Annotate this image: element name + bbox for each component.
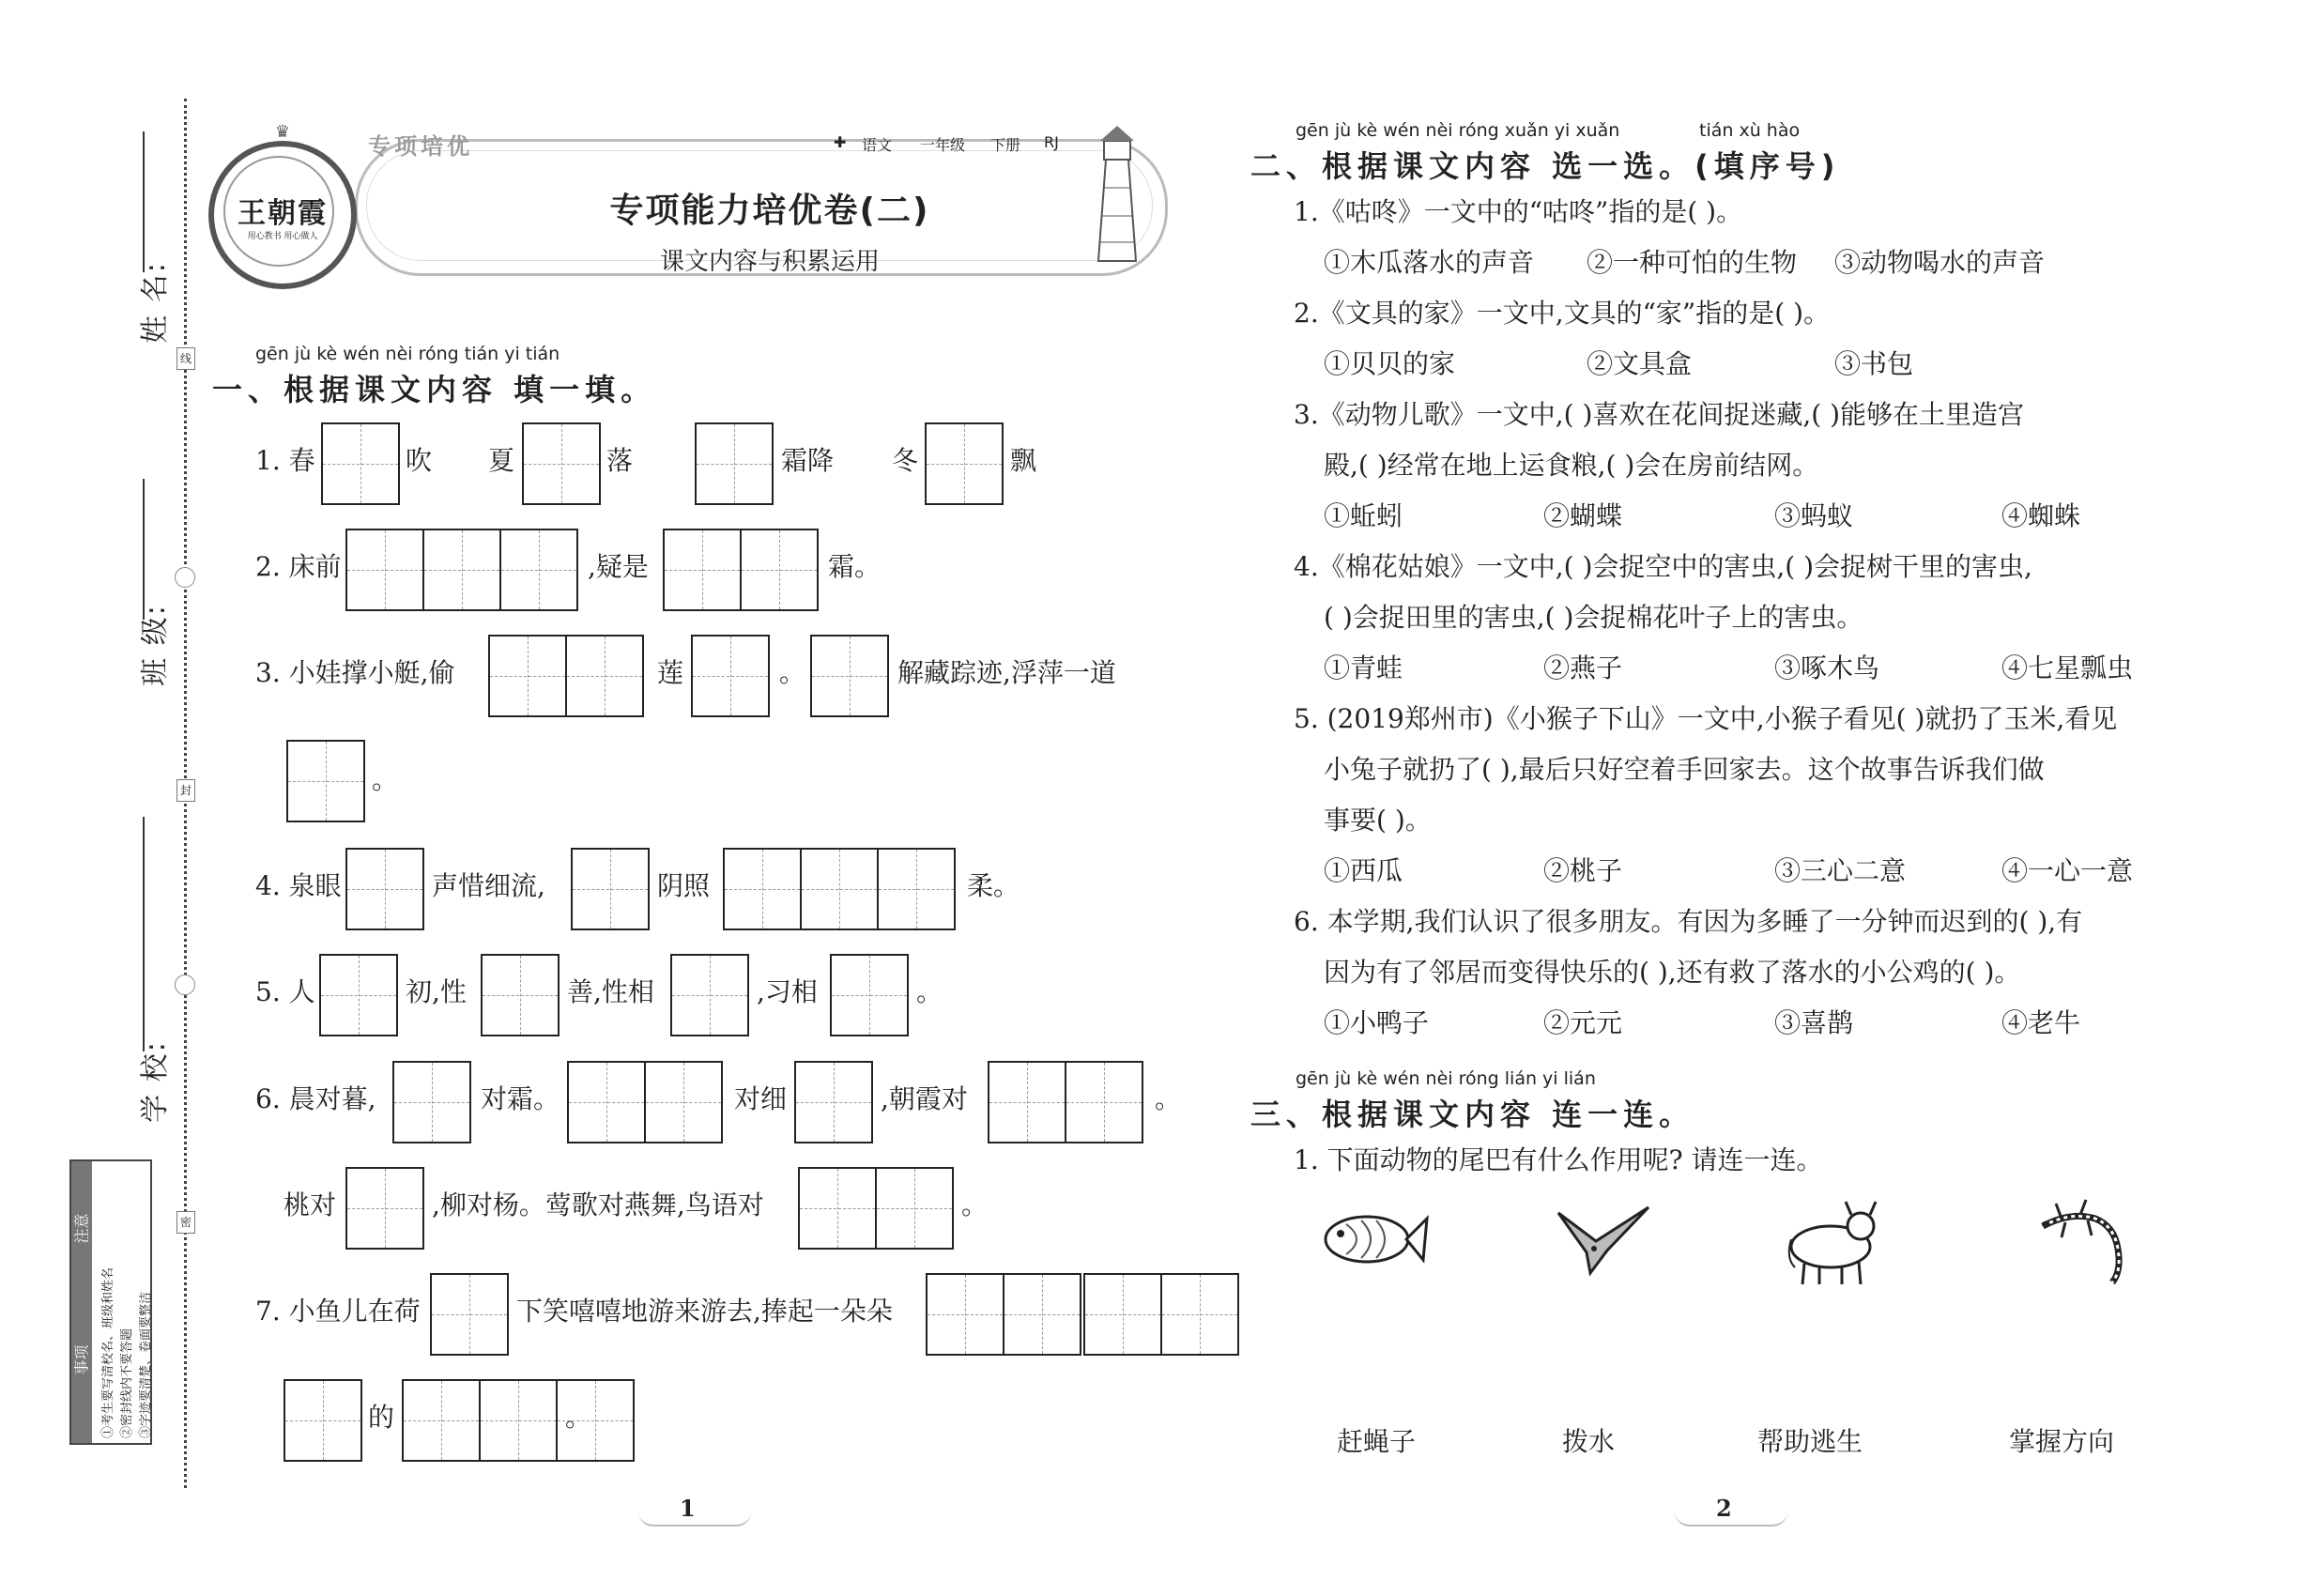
tian-grid[interactable] bbox=[670, 954, 749, 1036]
class-line[interactable] bbox=[143, 479, 145, 620]
q2-text: 2. 床前 bbox=[255, 551, 342, 582]
page-number-right: 2 bbox=[1716, 1495, 1732, 1522]
tian-grid[interactable] bbox=[392, 1061, 471, 1143]
brand-name: 王朝霞 bbox=[238, 197, 328, 230]
pinyin-line: gēn jù kè wén nèi róng lián yi lián bbox=[1296, 1068, 1596, 1089]
meta-subject: 语文 bbox=[862, 136, 893, 154]
tian-grid[interactable] bbox=[321, 422, 400, 505]
name-label: 姓 名: bbox=[138, 261, 172, 344]
s2-option[interactable]: ②燕子 bbox=[1543, 652, 1623, 683]
notice-line: ③字迹要清楚、卷面要整洁 bbox=[139, 1291, 153, 1438]
s2-option[interactable]: ④七星瓢虫 bbox=[2001, 652, 2134, 683]
tian-grid[interactable] bbox=[798, 1167, 954, 1250]
q5-text: 初,性 bbox=[406, 976, 467, 1007]
section1-heading: 一、根据课文内容 填一填。 bbox=[212, 372, 657, 407]
q1-text: 1. 春 bbox=[255, 445, 315, 476]
s2-option[interactable]: ④老牛 bbox=[2001, 1007, 2081, 1038]
ox-icon[interactable] bbox=[1784, 1192, 1887, 1286]
s2-option[interactable]: ①西瓜 bbox=[1324, 855, 1403, 886]
tian-grid[interactable] bbox=[810, 635, 889, 717]
q3-text: 解藏踪迹,浮萍一道 bbox=[897, 657, 1116, 688]
meta-edition: RJ bbox=[1044, 133, 1059, 151]
meta-volume: 下册 bbox=[990, 136, 1021, 154]
notice-header bbox=[71, 1161, 92, 1443]
tian-grid[interactable] bbox=[430, 1273, 509, 1356]
q6-text: 6. 晨对暮, bbox=[255, 1083, 376, 1114]
q5-text: 。 bbox=[916, 976, 943, 1007]
q7-text: 下笑嘻嘻地游来游去,捧起一朵朵 bbox=[516, 1296, 893, 1327]
tian-grid[interactable] bbox=[345, 529, 578, 611]
tian-grid[interactable] bbox=[1083, 1273, 1239, 1356]
binding-hole-icon bbox=[175, 974, 195, 995]
q7-text: 。 bbox=[565, 1402, 592, 1433]
q5-text: 善,性相 bbox=[567, 976, 654, 1007]
s2-option[interactable]: ②一种可怕的生物 bbox=[1587, 247, 1798, 278]
s2-option[interactable]: ①青蛙 bbox=[1324, 652, 1403, 683]
q6-text: 。 bbox=[1155, 1083, 1182, 1114]
q6-text: 。 bbox=[961, 1189, 989, 1220]
section3-heading: 三、根据课文内容 连一连。 bbox=[1250, 1097, 1695, 1132]
s2-option[interactable]: ①木瓜落水的声音 bbox=[1324, 247, 1535, 278]
q7-text: 7. 小鱼儿在荷 bbox=[255, 1296, 421, 1327]
plus-icon: ✚ bbox=[834, 133, 847, 151]
meta-grade: 一年级 bbox=[920, 136, 966, 154]
brand-slogan: 用心教书 用心做人 bbox=[247, 232, 318, 241]
q4-text: 阴照 bbox=[657, 870, 711, 901]
s2-q3: 3.《动物儿歌》一文中,( )喜欢在花间捉迷藏,( )能够在土里造宫 bbox=[1294, 399, 2025, 430]
q6-text: ,柳对杨。莺歌对燕舞,鸟语对 bbox=[432, 1189, 764, 1220]
s3-q1: 1. 下面动物的尾巴有什么作用呢? 请连一连。 bbox=[1294, 1144, 1823, 1175]
tian-grid[interactable] bbox=[830, 954, 909, 1036]
q7-text: 的 bbox=[368, 1402, 395, 1433]
seal-mark-secret: 密 bbox=[176, 1211, 195, 1234]
page-title: 专项能力培优卷(二) bbox=[609, 192, 930, 230]
q1-text: 落 bbox=[606, 445, 634, 476]
q5-text: 5. 人 bbox=[255, 976, 315, 1007]
tian-grid[interactable] bbox=[794, 1061, 873, 1143]
notice-line: ②密封线内不要答题 bbox=[120, 1327, 134, 1438]
s2-q5: 5. (2019郑州市)《小猴子下山》一文中,小猴子看见( )就扔了玉米,看见 bbox=[1294, 703, 2118, 734]
s2-option[interactable]: ①小鸭子 bbox=[1324, 1007, 1430, 1038]
s2-option[interactable]: ③喜鹊 bbox=[1774, 1007, 1854, 1038]
q5-text: ,习相 bbox=[757, 976, 818, 1007]
tian-grid[interactable] bbox=[345, 1167, 424, 1250]
q1-text: 冬 bbox=[892, 445, 919, 476]
tian-grid[interactable] bbox=[286, 740, 365, 822]
s2-q5: 小兔子就扔了( ),最后只好空着手回家去。这个故事告诉我们做 bbox=[1324, 754, 2045, 785]
s2-option[interactable]: ④蜘蛛 bbox=[2001, 500, 2081, 531]
page-number-left: 1 bbox=[680, 1495, 696, 1522]
q3-text: 。 bbox=[372, 764, 399, 795]
pinyin-line: gēn jù kè wén nèi róng tián yi tián bbox=[255, 344, 560, 364]
tian-grid[interactable] bbox=[925, 422, 1004, 505]
tian-grid[interactable] bbox=[663, 529, 819, 611]
q4-text: 柔。 bbox=[967, 870, 1020, 901]
q3-text: 。 bbox=[779, 657, 806, 688]
fish-icon[interactable] bbox=[1318, 1202, 1431, 1277]
page-subtitle: 课文内容与积累运用 bbox=[659, 248, 880, 276]
s2-q3: 殿,( )经常在地上运食粮,( )会在房前结网。 bbox=[1324, 450, 1819, 481]
school-line[interactable] bbox=[143, 817, 145, 1051]
school-label: 学 校: bbox=[138, 1040, 172, 1123]
pinyin-line: gēn jù kè wén nèi róng xuǎn yi xuǎn bbox=[1296, 120, 1620, 141]
notice-header-text: 事项 bbox=[72, 1344, 91, 1375]
tian-grid[interactable] bbox=[571, 848, 650, 930]
s2-q5: 事要( )。 bbox=[1324, 805, 1432, 836]
q6-text: 对细 bbox=[734, 1083, 788, 1114]
notice-line: ①考生要写清校名、班级和姓名 bbox=[101, 1266, 115, 1438]
banner-tag: 专项培优 bbox=[368, 133, 473, 160]
notice-box bbox=[69, 1159, 152, 1445]
tian-grid[interactable] bbox=[402, 1379, 635, 1462]
tian-grid[interactable] bbox=[345, 848, 424, 930]
tian-grid[interactable] bbox=[481, 954, 560, 1036]
notice-header-text: 注意 bbox=[72, 1213, 91, 1244]
q1-text: 夏 bbox=[488, 445, 515, 476]
tian-grid[interactable] bbox=[567, 1061, 723, 1143]
tian-grid[interactable] bbox=[284, 1379, 362, 1462]
answer-option[interactable]: 赶蝇子 bbox=[1337, 1426, 1417, 1457]
name-line[interactable] bbox=[143, 131, 145, 272]
s2-option[interactable]: ③啄木鸟 bbox=[1774, 652, 1880, 683]
class-label: 班 级: bbox=[138, 604, 172, 686]
tian-grid[interactable] bbox=[723, 848, 956, 930]
s2-option[interactable]: ③蚂蚁 bbox=[1774, 500, 1854, 531]
s2-option[interactable]: ③三心二意 bbox=[1774, 855, 1907, 886]
answer-option[interactable]: 拨水 bbox=[1562, 1426, 1616, 1457]
answer-option[interactable]: 帮助逃生 bbox=[1757, 1426, 1863, 1457]
s2-option[interactable]: ③动物喝水的声音 bbox=[1834, 247, 2046, 278]
s2-option[interactable]: ②桃子 bbox=[1543, 855, 1623, 886]
s2-q6: 6. 本学期,我们认识了很多朋友。有因为多睡了一分钟而迟到的( ),有 bbox=[1294, 906, 2083, 937]
answer-option[interactable]: 掌握方向 bbox=[2009, 1426, 2115, 1457]
q1-text: 霜降 bbox=[781, 445, 835, 476]
q6-text: ,朝霞对 bbox=[881, 1083, 968, 1114]
q3-text: 莲 bbox=[657, 657, 684, 688]
s2-option[interactable]: ①贝贝的家 bbox=[1324, 348, 1456, 379]
q2-text: ,疑是 bbox=[588, 551, 649, 582]
q4-text: 4. 泉眼 bbox=[255, 870, 342, 901]
s2-q4: 4.《棉花姑娘》一文中,( )会捉空中的害虫,( )会捉树干里的害虫, bbox=[1294, 551, 2032, 582]
s2-q2: 2.《文具的家》一文中,文具的“家”指的是( )。 bbox=[1294, 298, 1830, 329]
seal-mark-seal: 封 bbox=[176, 779, 195, 802]
tian-grid[interactable] bbox=[319, 954, 398, 1036]
tian-grid[interactable] bbox=[522, 422, 601, 505]
tian-grid[interactable] bbox=[926, 1273, 1081, 1356]
s2-option[interactable]: ③书包 bbox=[1834, 348, 1914, 379]
s2-option[interactable]: ②蝴蝶 bbox=[1543, 500, 1623, 531]
swallow-icon[interactable] bbox=[1549, 1204, 1652, 1279]
s2-option[interactable]: ①蚯蚓 bbox=[1324, 500, 1403, 531]
s2-q4: ( )会捉田里的害虫,( )会捉棉花叶子上的害虫。 bbox=[1324, 602, 1863, 633]
s2-option[interactable]: ②文具盒 bbox=[1587, 348, 1693, 379]
crown-icon: ♛ bbox=[274, 122, 291, 142]
seal-mark-line: 线 bbox=[176, 347, 195, 370]
tian-grid[interactable] bbox=[691, 635, 770, 717]
tian-grid[interactable] bbox=[988, 1061, 1143, 1143]
s2-q6: 因为有了邻居而变得快乐的( ),还有救了落水的小公鸡的( )。 bbox=[1324, 957, 2021, 988]
brand-logo bbox=[208, 122, 357, 289]
q3-text: 3. 小娃撑小艇,偷 bbox=[255, 657, 455, 688]
lizard-icon[interactable] bbox=[2033, 1192, 2137, 1286]
s2-option[interactable]: ④一心一意 bbox=[2001, 855, 2134, 886]
q6-text: 对霜。 bbox=[481, 1083, 560, 1114]
lighthouse-icon bbox=[1080, 122, 1155, 263]
q1-text: 吹 bbox=[406, 445, 433, 476]
q6-text: 桃对 bbox=[284, 1189, 337, 1220]
section2-heading: 二、根据课文内容 选一选。(填序号) bbox=[1250, 148, 1841, 184]
q4-text: 声惜细流, bbox=[432, 870, 545, 901]
tian-grid[interactable] bbox=[488, 635, 644, 717]
binding-hole-icon bbox=[175, 567, 195, 588]
q2-text: 霜。 bbox=[828, 551, 882, 582]
q1-text: 飘 bbox=[1010, 445, 1037, 476]
s2-option[interactable]: ②元元 bbox=[1543, 1007, 1623, 1038]
tian-grid[interactable] bbox=[695, 422, 774, 505]
s2-q1: 1.《咕咚》一文中的“咕咚”指的是( )。 bbox=[1294, 196, 1743, 227]
pinyin-line: tián xù hào bbox=[1699, 120, 1801, 141]
